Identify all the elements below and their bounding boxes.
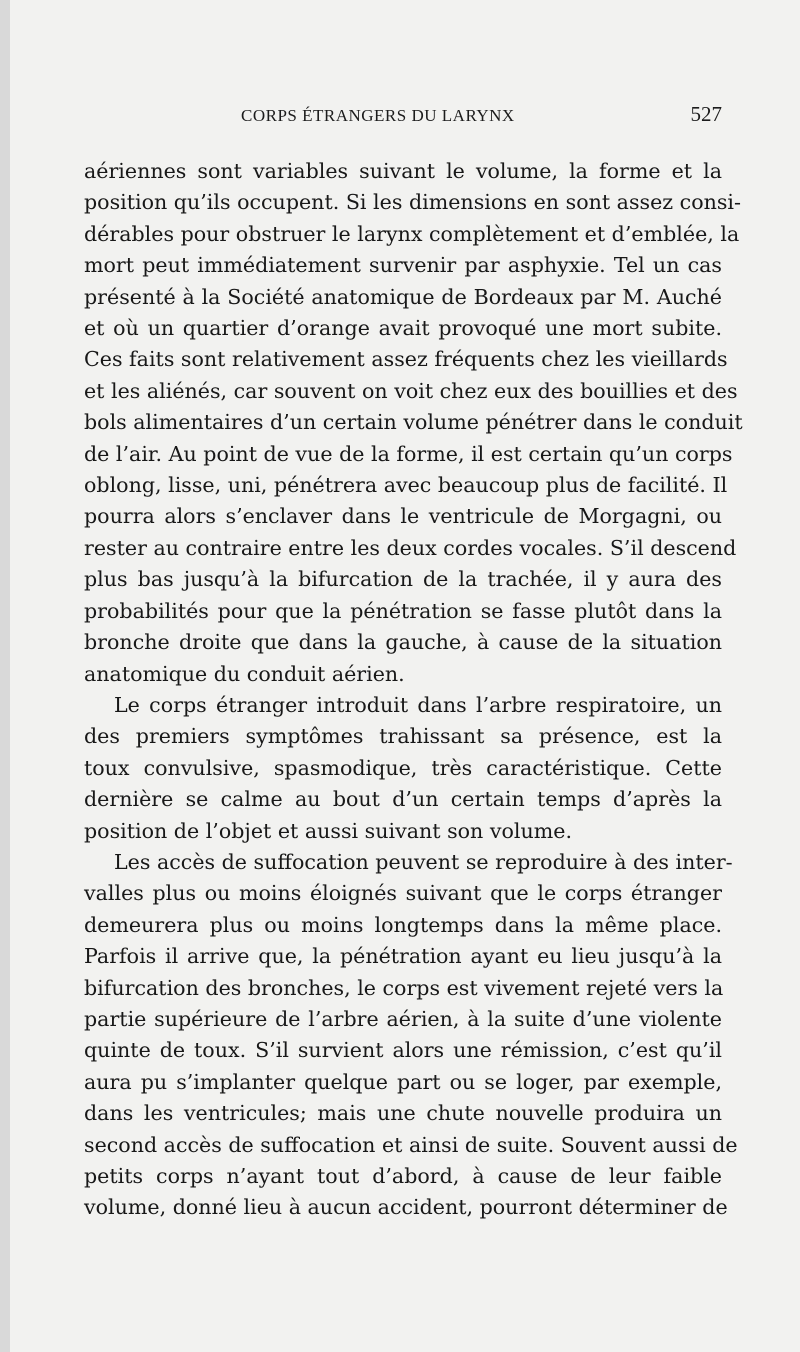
- text-line: volume, donné lieu à aucun accident, pourront déterminer de: [84, 1195, 728, 1220]
- text-line: rester au contraire entre les deux cordes vocales. S’il descend: [84, 535, 737, 560]
- text-line: pourra alors s’enclaver dans le ventricule de Morgagni, ou: [84, 504, 722, 529]
- text-line: mort peut immédiatement survenir par asphyxie. Tel un cas: [84, 253, 722, 278]
- text-line: oblong, lisse, uni, pénétrera avec beaucoup plus de facilité. Il: [84, 473, 728, 498]
- text-line: aériennes sont variables suivant le volume, la forme et la: [84, 159, 722, 183]
- text-line: petits corps n’ayant tout d’abord, à cause de leur faible: [84, 1164, 722, 1188]
- body-text: [84, 156, 743, 1224]
- text-line: présenté à la Société anatomique de Bordeaux par M. Auché: [84, 284, 722, 309]
- text-line: dernière se calme au bout d’un certain temps d’après la: [84, 787, 722, 812]
- text-line: demeurera plus ou moins longtemps dans la même place.: [84, 912, 722, 937]
- book-page: [10, 0, 800, 1352]
- text-line: probabilités pour que la pénétration se fasse plutôt dans la: [84, 598, 722, 623]
- text-line: Le corps étranger introduit dans l’arbre respiratoire, un: [114, 692, 722, 717]
- text-line: et les aliénés, car souvent on voit chez eux des bouillies et des: [84, 378, 738, 403]
- text-line: aura pu s’implanter quelque part ou se loger, par exemple,: [84, 1069, 722, 1094]
- text-line: Parfois il arrive que, la pénétration ayant eu lieu jusqu’à la: [84, 944, 722, 969]
- text-line: toux convulsive, spasmodique, très caractéristique. Cette: [84, 755, 722, 780]
- text-line: bifurcation des bronches, le corps est vivement rejeté vers la: [84, 975, 724, 1000]
- text-line: quinte de toux. S’il survient alors une rémission, c’est qu’il: [84, 1038, 722, 1063]
- text-line: plus bas jusqu’à la bifurcation de la trachée, il y aura des: [84, 567, 722, 592]
- text-line: des premiers symptômes trahissant sa présence, est la: [84, 724, 722, 749]
- running-head: CORPS ÉTRANGERS DU LARYNX: [241, 106, 515, 125]
- page-number: 527: [690, 102, 722, 126]
- text-line: position de l’objet et aussi suivant son volume.: [84, 818, 572, 843]
- text-line: valles plus ou moins éloignés suivant que le corps étranger: [84, 881, 722, 906]
- text-line: anatomique du conduit aérien.: [84, 661, 405, 686]
- text-line: Ces faits sont relativement assez fréquents chez les vieillards: [84, 347, 728, 372]
- text-line: partie supérieure de l’arbre aérien, à la suite d’une violente: [84, 1006, 722, 1031]
- text-line: bols alimentaires d’un certain volume pénétrer dans le conduit: [84, 410, 743, 435]
- text-line: bronche droite que dans la gauche, à cause de la situation: [84, 630, 722, 655]
- text-line: Les accès de suffocation peuvent se reproduire à des inter-: [114, 849, 733, 874]
- text-line: position qu’ils occupent. Si les dimensions en sont assez consi-: [84, 190, 741, 215]
- text-line: et où un quartier d’orange avait provoqué une mort subite.: [84, 316, 722, 341]
- text-line: dérables pour obstruer le larynx complètement et d’emblée, la: [84, 221, 740, 246]
- page-header: [10, 102, 800, 136]
- text-line: second accès de suffocation et ainsi de suite. Souvent aussi de: [84, 1132, 738, 1157]
- text-line: dans les ventricules; mais une chute nouvelle produira un: [84, 1101, 722, 1126]
- text-line: de l’air. Au point de vue de la forme, il est certain qu’un corps: [84, 441, 733, 466]
